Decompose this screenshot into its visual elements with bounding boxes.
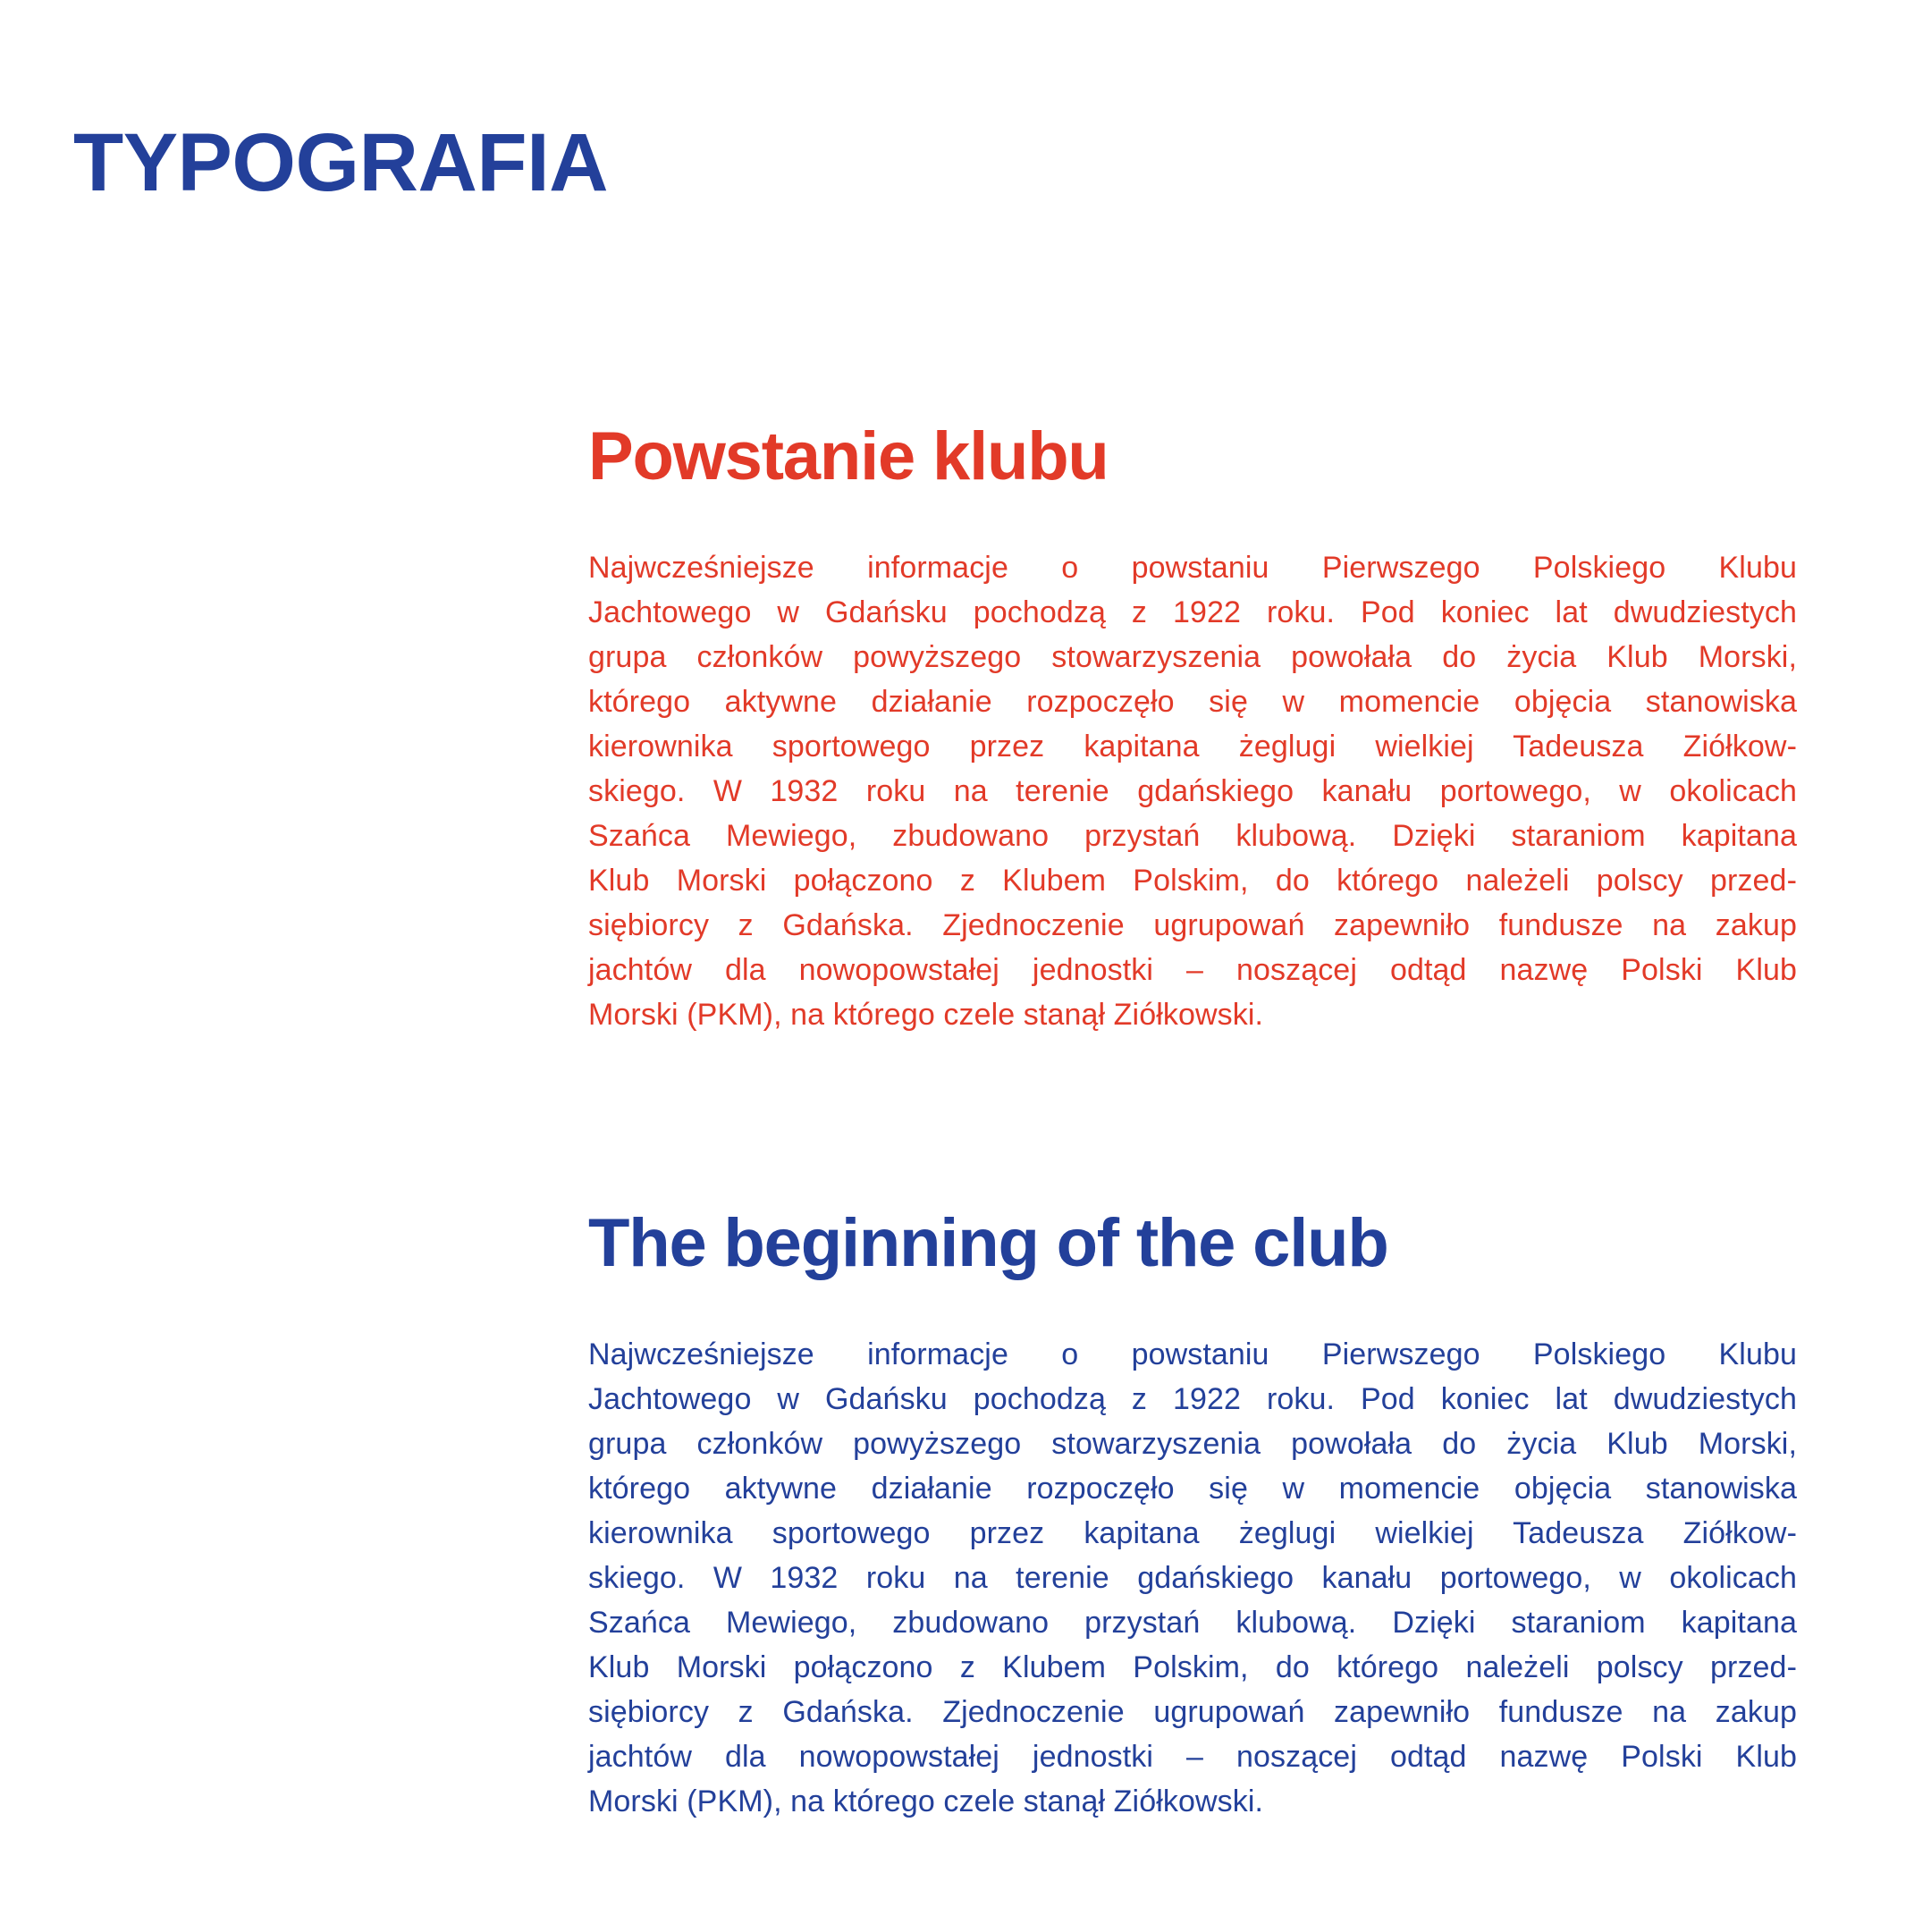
specimen-body-line: Morski (PKM), na którego czele stanął Ziółkowski. (588, 1784, 1264, 1819)
specimen-body-line: grupa członków powyższego stowarzyszenia powołała do życia Klub Morski, (588, 1427, 1797, 1462)
specimen-column (588, 420, 1797, 1824)
specimen-body-line: grupa członków powyższego stowarzyszenia powołała do życia Klub Morski, (588, 640, 1797, 675)
specimen-body-line: siębiorcy z Gdańska. Zjednoczenie ugrupowań zapewniło fundusze na zakup (588, 908, 1797, 943)
specimen-body-line: Morski (PKM), na którego czele stanął Ziółkowski. (588, 998, 1264, 1033)
specimen-body-line: Jachtowego w Gdańsku pochodzą z 1922 roku. Pod koniec lat dwudziestych (588, 1382, 1797, 1417)
specimen-body-line: Szańca Mewiego, zbudowano przystań klubową. Dzięki staraniom kapitana (588, 819, 1797, 854)
specimen-body-line: Najwcześniejsze informacje o powstaniu Pierwszego Polskiego Klubu (588, 1337, 1797, 1372)
specimen-block-english (588, 1207, 1797, 1824)
specimen-body-line: jachtów dla nowopowstałej jednostki – noszącej odtąd nazwę Polski Klub (588, 953, 1797, 988)
specimen-body-line: siębiorcy z Gdańska. Zjednoczenie ugrupowań zapewniło fundusze na zakup (588, 1695, 1797, 1730)
specimen-body-line: Szańca Mewiego, zbudowano przystań klubową. Dzięki staraniom kapitana (588, 1606, 1797, 1641)
specimen-body-line: Klub Morski połączono z Klubem Polskim, do którego należeli polscy przed- (588, 864, 1797, 899)
specimen-block-polish (588, 420, 1797, 1037)
specimen-body-line: skiego. W 1932 roku na terenie gdańskiego kanału portowego, w okolicach (588, 774, 1797, 809)
specimen-body-english (588, 1332, 1797, 1824)
specimen-body-line: kierownika sportowego przez kapitana żeglugi wielkiej Tadeusza Ziółkow- (588, 730, 1797, 764)
specimen-body-line: Klub Morski połączono z Klubem Polskim, do którego należeli polscy przed- (588, 1650, 1797, 1685)
specimen-body-line: którego aktywne działanie rozpoczęło się w momencie objęcia stanowiska (588, 1472, 1797, 1506)
page-title: TYPOGRAFIA (73, 116, 609, 208)
specimen-body-line: jachtów dla nowopowstałej jednostki – noszącej odtąd nazwę Polski Klub (588, 1740, 1797, 1775)
specimen-heading-polish: Powstanie klubu (588, 418, 1109, 494)
specimen-heading-english: The beginning of the club (588, 1205, 1388, 1282)
specimen-body-line: skiego. W 1932 roku na terenie gdańskiego kanału portowego, w okolicach (588, 1561, 1797, 1596)
specimen-body-line: kierownika sportowego przez kapitana żeglugi wielkiej Tadeusza Ziółkow- (588, 1516, 1797, 1551)
specimen-body-line: którego aktywne działanie rozpoczęło się w momencie objęcia stanowiska (588, 685, 1797, 720)
specimen-body-line: Jachtowego w Gdańsku pochodzą z 1922 roku. Pod koniec lat dwudziestych (588, 595, 1797, 630)
specimen-body-line: Najwcześniejsze informacje o powstaniu Pierwszego Polskiego Klubu (588, 551, 1797, 586)
specimen-body-polish (588, 545, 1797, 1037)
